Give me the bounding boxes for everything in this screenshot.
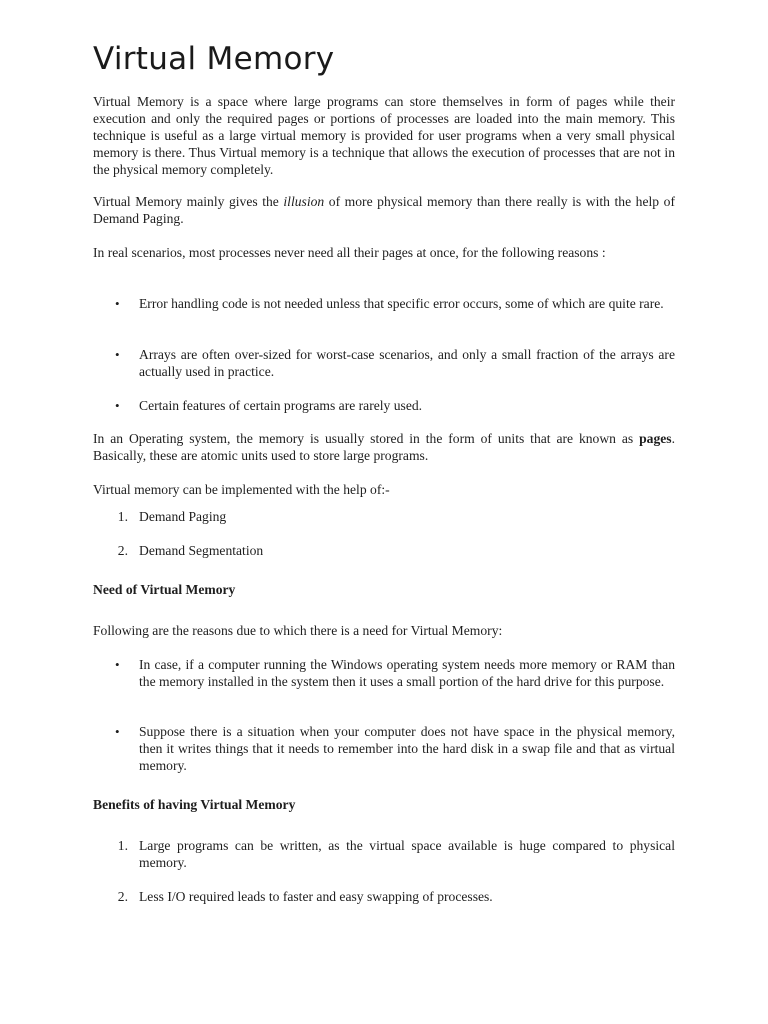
list-number: 1.	[117, 838, 128, 853]
real-scenarios-paragraph: In real scenarios, most processes never need all their pages at once, for the following reasons :	[93, 245, 606, 260]
list-number: 2.	[117, 889, 128, 904]
pages-text-before: In an Operating system, the memory is usually stored in the form of units that are known as	[93, 431, 640, 446]
bullet-marker: •	[115, 724, 120, 739]
pages-paragraph	[93, 430, 675, 464]
list-item: Demand Segmentation	[139, 543, 264, 558]
implement-intro: Virtual memory can be implemented with the help of:-	[93, 482, 390, 497]
list-number: 2.	[117, 543, 128, 558]
list-item: In case, if a computer running the Windows operating system needs more memory or RAM than the memory installed in the system then it uses a small portion of the hard drive for this purpose.	[139, 657, 675, 689]
bullet-marker: •	[115, 296, 120, 311]
list-item: Large programs can be written, as the virtual space available is huge compared to physical memory.	[139, 838, 675, 870]
bullet-marker: •	[115, 347, 120, 362]
list-item: Demand Paging	[139, 509, 227, 524]
list-item: Arrays are often over-sized for worst-case scenarios, and only a small fraction of the arrays are actually used in practice.	[139, 347, 675, 379]
pages-term: pages	[639, 431, 672, 446]
list-item: Suppose there is a situation when your computer does not have space in the physical memory, then it writes things that it needs to remember into the hard disk in a swap file and that as virtual memory.	[139, 724, 675, 773]
illusion-emphasis: illusion	[283, 194, 325, 209]
illusion-paragraph	[93, 193, 675, 227]
need-heading: Need of Virtual Memory	[93, 582, 236, 597]
intro-paragraph: Virtual Memory is a space where large programs can store themselves in form of pages while their execution and only the required pages or portions of processes are loaded into the main memory. This technique is useful as a large virtual memory is provided for user programs when a very small physical memory is there. Thus Virtual memory is a technique that allows the execution of processes that are not in the physical memory completely.	[93, 94, 675, 177]
benefits-heading: Benefits of having Virtual Memory	[93, 797, 296, 812]
illusion-text-after: of more physical memory than there really is with the help of Demand Paging.	[93, 194, 675, 226]
page-title: Virtual Memory	[93, 41, 335, 77]
list-number: 1.	[117, 509, 128, 524]
bullet-marker: •	[115, 657, 120, 672]
list-item: Error handling code is not needed unless that specific error occurs, some of which are quite rare.	[139, 296, 664, 311]
list-item: Certain features of certain programs are rarely used.	[139, 398, 423, 413]
list-item: Less I/O required leads to faster and easy swapping of processes.	[139, 889, 493, 904]
need-intro: Following are the reasons due to which there is a need for Virtual Memory:	[93, 623, 503, 638]
bullet-marker: •	[115, 398, 120, 413]
illusion-text-before: Virtual Memory mainly gives the	[93, 194, 284, 209]
pages-text-after: . Basically, these are atomic units used to store large programs.	[93, 431, 675, 463]
